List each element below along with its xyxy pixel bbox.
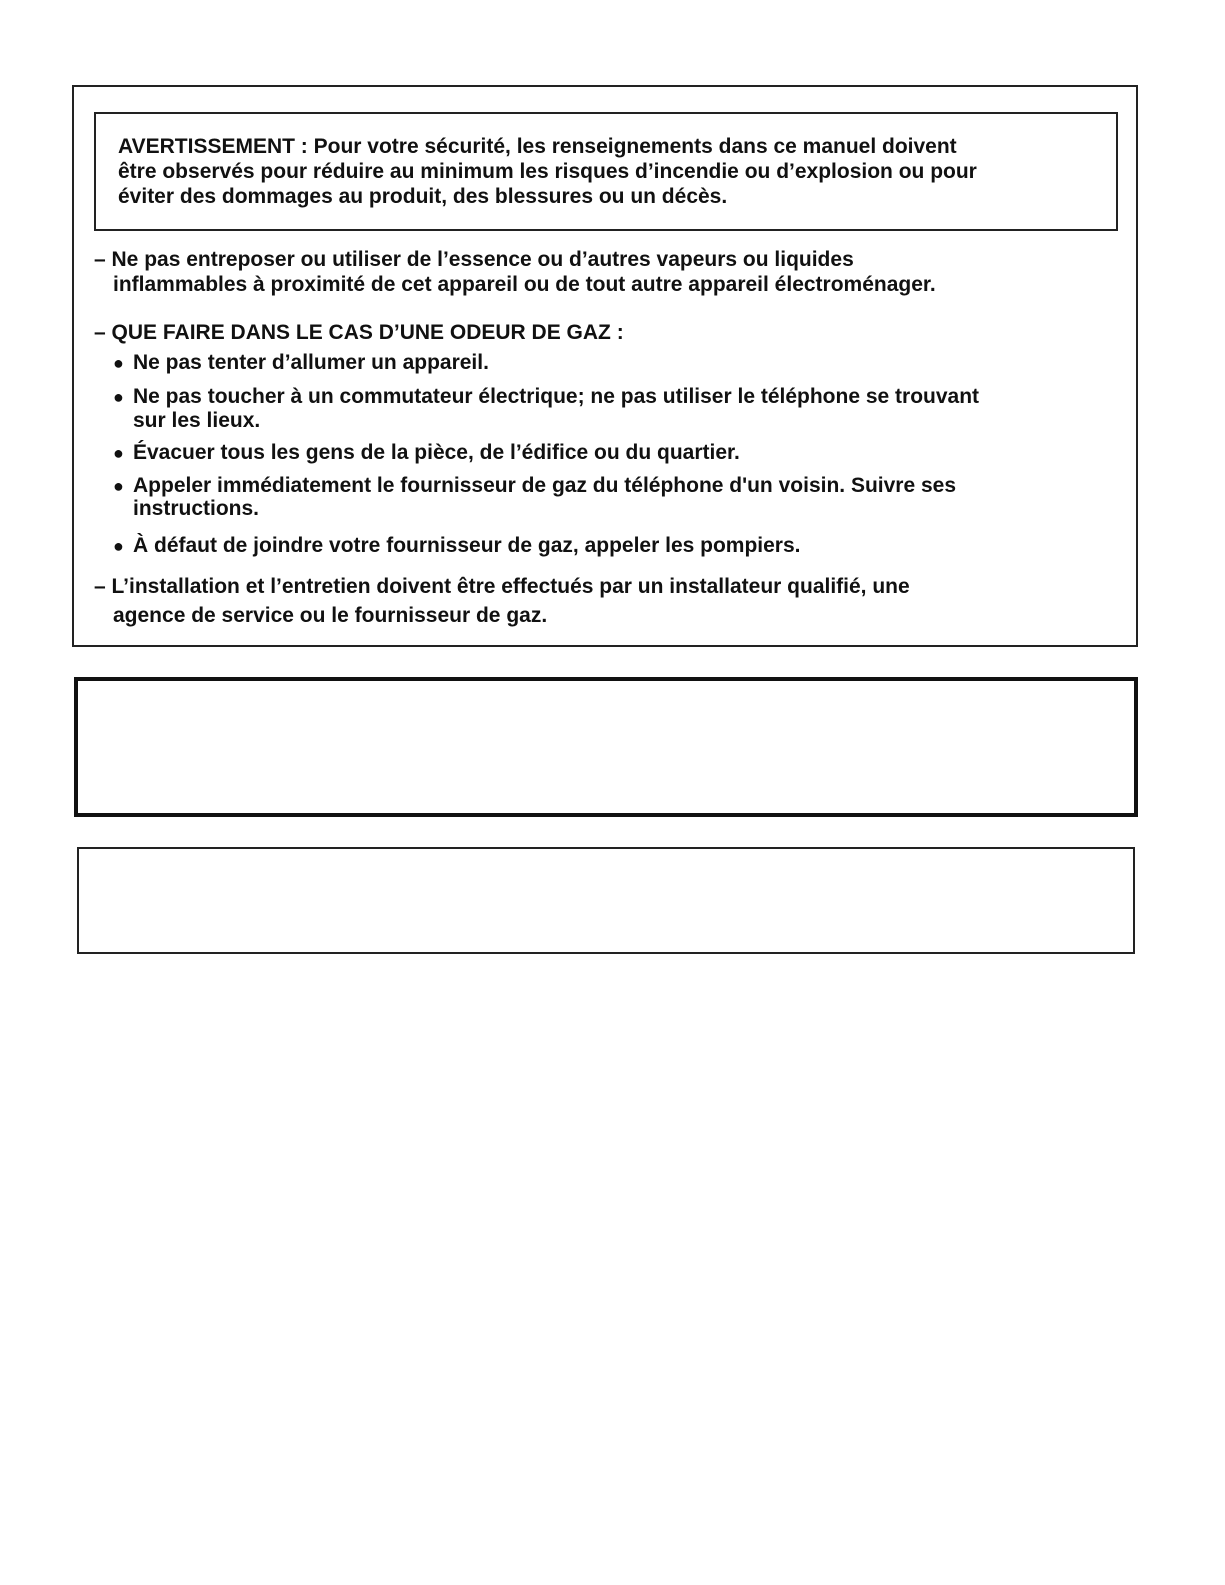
warning-header-text (118, 134, 1108, 209)
bullet-item-2-continuation: sur les lieux. (133, 409, 261, 432)
bullet-item-4-text: Appeler immédiatement le fournisseur de gaz du téléphone d'un voisin. Suivre ses (133, 474, 957, 497)
bullet-item-2-text: Ne pas toucher à un commutateur électrique; ne pas utiliser le téléphone se trouvant (133, 385, 980, 408)
bullet-item-4-continuation: instructions. (133, 497, 260, 520)
bullet-item-5 (113, 534, 801, 558)
bullet-dot-icon: ● (113, 476, 124, 496)
bullet-item-1 (113, 351, 489, 375)
installation-line-1: – L’installation et l’entretien doivent être effectués par un installateur qualifié, une (94, 575, 910, 598)
warning-header-line-3: éviter des dommages au produit, des blessures ou un décès. (118, 185, 728, 208)
bullet-item-3-text: Évacuer tous les gens de la pièce, de l’édifice ou du quartier. (133, 441, 740, 464)
warning-header-line-2: être observés pour réduire au minimum les risques d’incendie ou d’explosion ou pour (118, 160, 977, 183)
bullet-dot-icon: ● (113, 536, 124, 556)
bullet-dot-icon: ● (113, 443, 124, 463)
installation-line-2: agence de service ou le fournisseur de gaz. (113, 604, 548, 627)
bullet-item-4 (113, 474, 956, 498)
bullet-dot-icon: ● (113, 353, 124, 373)
bullet-dot-icon: ● (113, 387, 124, 407)
empty-frame-thick (74, 677, 1138, 817)
bullet-item-5-text: À défaut de joindre votre fournisseur de gaz, appeler les pompiers. (133, 534, 801, 557)
storage-warning-line-1: – Ne pas entreposer ou utiliser de l’essence ou d’autres vapeurs ou liquides (94, 248, 854, 271)
bullet-item-3 (113, 441, 740, 465)
storage-warning-line-2: inflammables à proximité de cet appareil ou de tout autre appareil électroménager. (113, 273, 936, 296)
empty-frame-thin (77, 847, 1135, 954)
warning-header-line-1: AVERTISSEMENT : Pour votre sécurité, les renseignements dans ce manuel doivent (118, 135, 957, 158)
bullet-item-1-text: Ne pas tenter d’allumer un appareil. (133, 351, 489, 374)
gas-odor-heading: – QUE FAIRE DANS LE CAS D’UNE ODEUR DE GAZ : (94, 321, 624, 344)
bullet-item-2 (113, 385, 979, 409)
